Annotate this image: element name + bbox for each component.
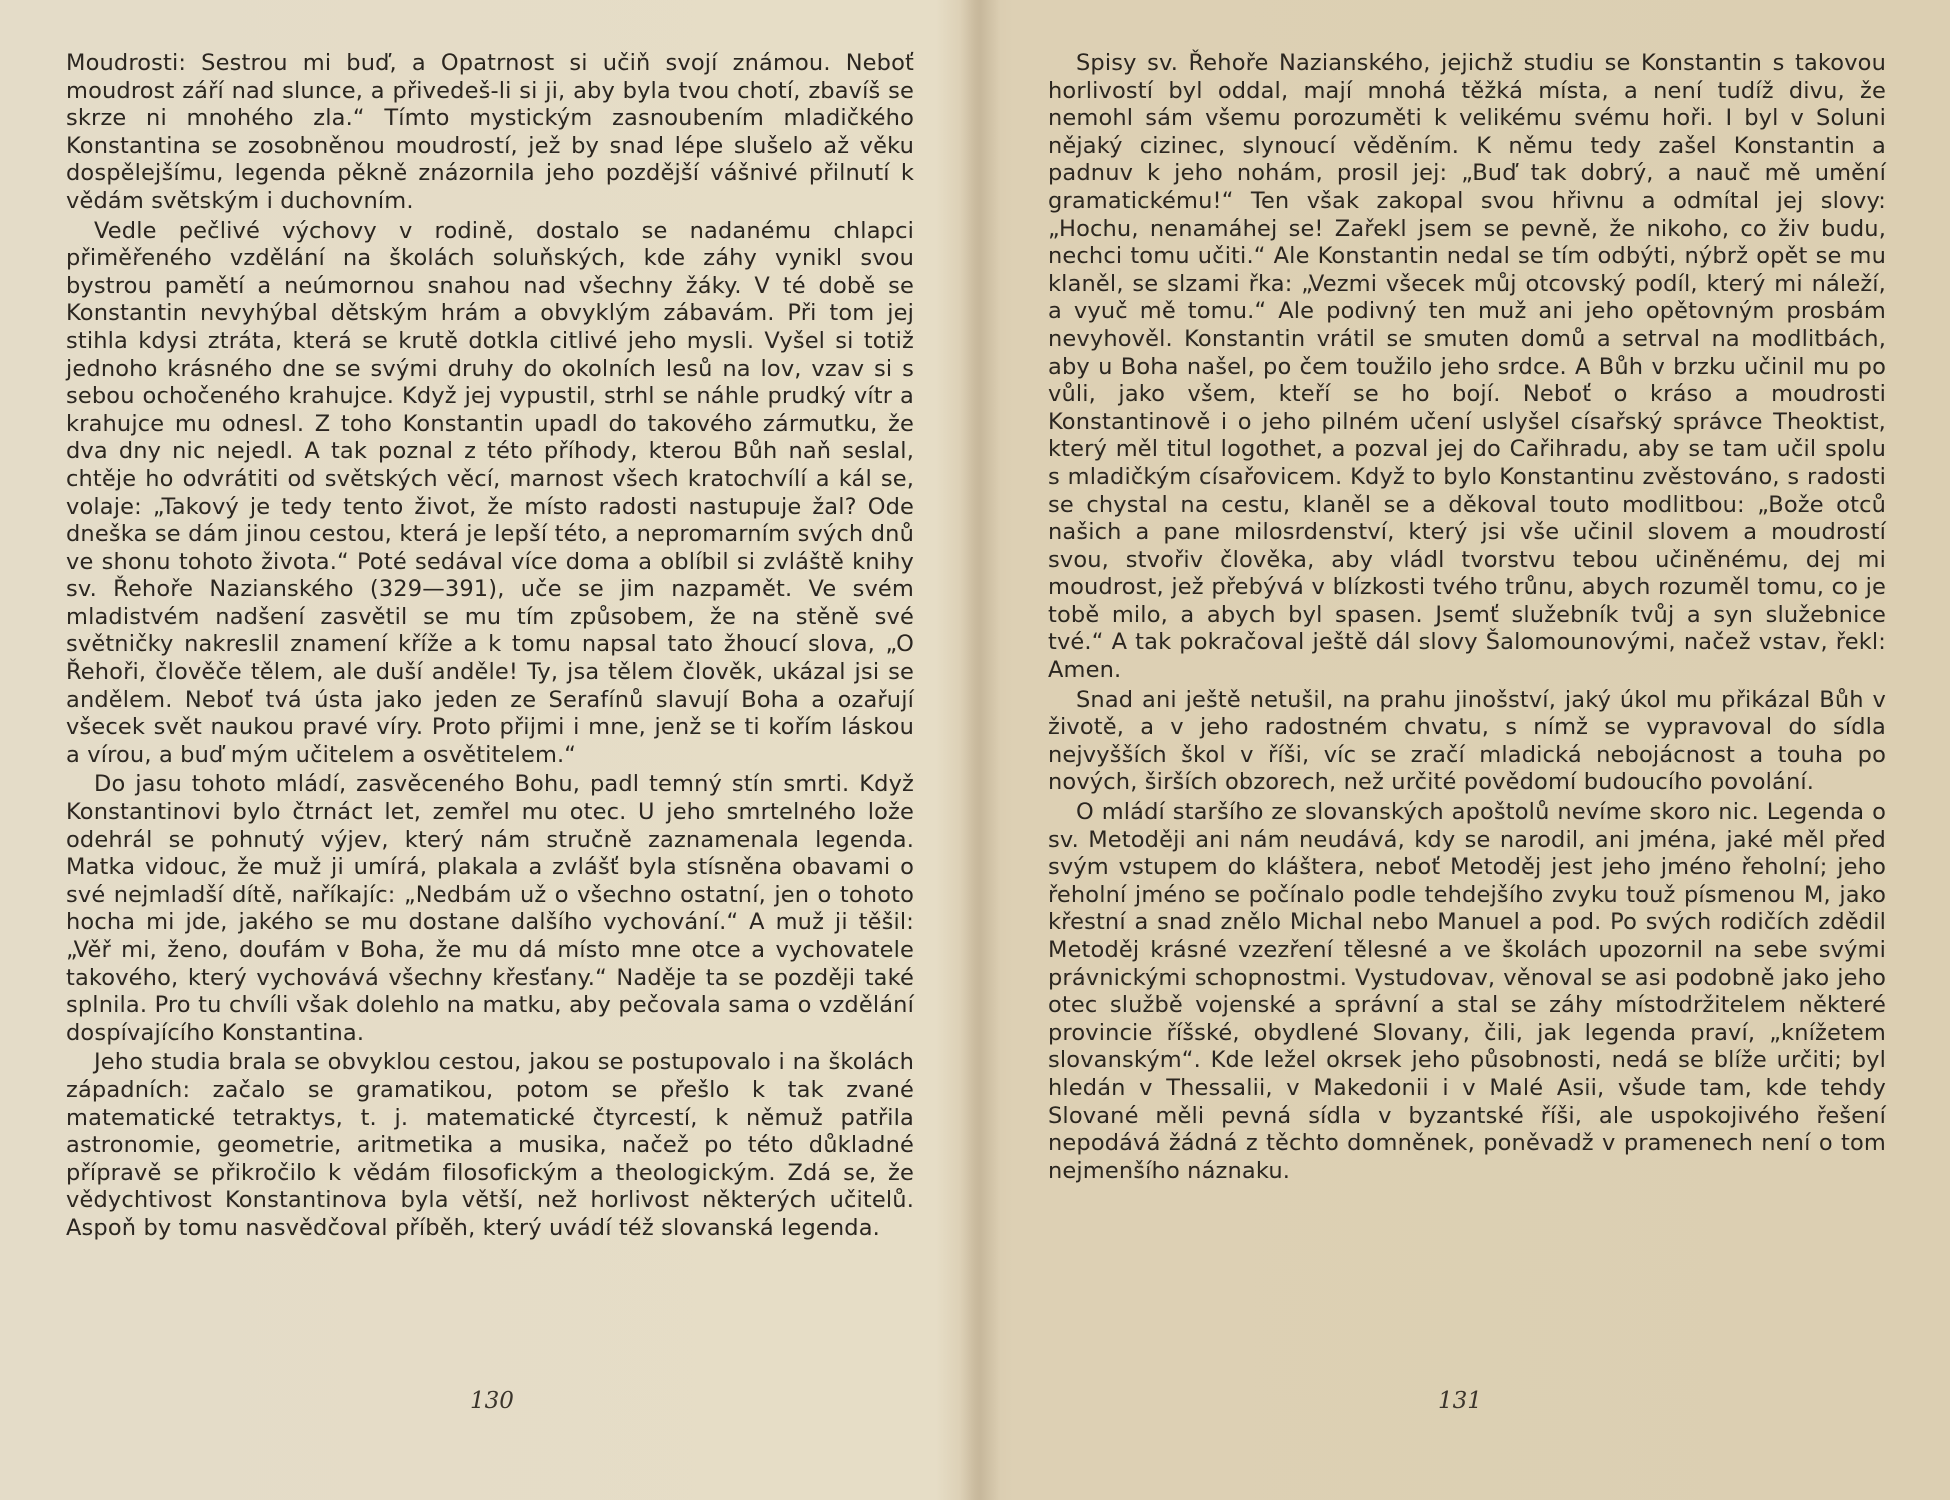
left-paragraph-3: Do jasu tohoto mládí, zasvěceného Bohu, padl temný stín smrti. Když Konstantinovi bylo čtrnáct let, zemřel mu otec. U jeho smrtelného lože odehrál se pohnutý výjev, který nám stručně zaznamenala legenda. Matka vidouc, že muž ji umírá, plakala a zvlášť byla stísněna obavami o své nejmladší dítě, naříkajíc: „Nedbám už o všechno ostatní, jen o tohoto hocha mi jde, jakého se mu dostane dalšího vychování.“ A muž ji těšil: „Věř mi, ženo, doufám v Boha, že mu dá místo mne otce a vychovatele takového, který vychovává všechny křesťany.“ Naděje ta se později také splnila. Pro tu chvíli však dolehlo na matku, aby pečovala sama o vzdělání dospívajícího Konstantina. <box>66 771 914 1046</box>
right-page <box>1048 50 1886 1187</box>
right-paragraph-2: Snad ani ještě netušil, na prahu jinošství, jaký úkol mu přikázal Bůh v životě, a v jeho radostném chvatu, s nímž se vypravoval do sídla nejvyšších škol v říši, víc se zračí mladická nebojácnost a touha po nových, širších obzorech, než určité povědomí budoucího povolání. <box>1048 686 1886 796</box>
left-paragraph-1: Moudrosti: Sestrou mi buď, a Opatrnost si učiň svojí známou. Neboť moudrost září nad slunce, a přivedeš-li si ji, aby byla tvou chotí, zbavíš se skrze ni mnohého zla.“ Tímto mystickým zasnoubením mladičkého Konstantina se zosobněnou moudrostí, jež by snad lépe slušelo až věku dospělejšímu, legenda pěkně znázornila jeho pozdější vášnivé přilnutí k vědám světským i duchovním. <box>66 50 914 214</box>
left-page <box>66 50 914 1245</box>
book-gutter <box>960 0 1000 1500</box>
right-paragraph-3: O mládí staršího ze slovanských apoštolů nevíme skoro nic. Legenda o sv. Metoději ani nám neudává, kdy se narodil, ani jména, jaké měl před svým vstupem do kláštera, neboť Metoděj jest jeho jméno řeholní; jeho řeholní jméno se počínalo podle tehdejšího zvyku touž písmenou M, jako křestní a snad znělo Michal nebo Manuel a pod. Po svých rodičích zdědil Metoděj krásné vzezření tělesné a ve školách upozornil na sebe svými právnickými schopnostmi. Vystudovav, věnoval se asi podobně jako jeho otec službě vojenské a správní a stal se záhy místodržitelem některé provincie říšské, obydlené Slovany, čili, jak legenda praví, „knížetem slovanským“. Kde ležel okrsek jeho působnosti, nedá se blíže určiti; byl hledán v Thessalii, v Makedonii i v Malé Asii, všude tam, kde tehdy Slované měli pevná sídla v byzantské říši, ale uspokojivého řešení nepodává žádná z těchto domněnek, poněvadž v pramenech není o tom nejmenšího náznaku. <box>1048 799 1886 1184</box>
left-paragraph-2: Vedle pečlivé výchovy v rodině, dostalo se nadanému chlapci přiměřeného vzdělání na školách soluňských, kde záhy vynikl svou bystrou pamětí a neúmornou snahou nad všechny žáky. V té době se Konstantin nevyhýbal dětským hrám a obvyklým zábavám. Při tom jej stihla kdysi ztráta, která se krutě dotkla citlivé jeho mysli. Vyšel si totiž jednoho krásného dne se svými druhy do okolních lesů na lov, vzav si s sebou ochočeného krahujce. Když jej vypustil, strhl se náhle prudký vítr a krahujce mu odnesl. Z toho Konstantin upadl do takového zármutku, že dva dny nic nejedl. A tak poznal z této příhody, kterou Bůh naň seslal, chtěje ho odvrátiti od světských věcí, marnost všech kratochvílí a kál se, volaje: „Takový je tedy tento život, že místo radosti nastupuje žal? Ode dneška se dám jinou cestou, která je lepší této, a nepromarním svých dnů ve shonu tohoto života.“ Poté sedával více doma a oblíbil si zvláště knihy sv. Řehoře Nazianského (329—391), uče se jim nazpamět. Ve svém mladistvém nadšení zasvětil se mu tím způsobem, že na stěně své světničky nakreslil znamení kříže a k tomu napsal tato žhoucí slova, „O Řehoři, člověče tělem, ale duší anděle! Ty, jsa tělem člověk, ukázal jsi se andělem. Neboť tvá ústa jako jeden ze Serafínů slavují Boha a ozařují všecek svět naukou pravé víry. Proto přijmi i mne, jenž se ti kořím láskou a vírou, a buď mým učitelem a osvětitelem.“ <box>66 217 914 768</box>
left-page-number: 130 <box>470 1388 514 1414</box>
right-paragraph-1: Spisy sv. Řehoře Nazianského, jejichž studiu se Konstantin s takovou horlivostí byl oddal, mají mnohá těžká místa, a není tudíž divu, že nemohl sám všemu porozuměti k velikému svému hoři. I byl v Soluni nějaký cizinec, slynoucí věděním. K němu tedy zašel Konstantin a padnuv k jeho nohám, prosil jej: „Buď tak dobrý, a nauč mě umění gramatickému!“ Ten však zakopal svou hřivnu a odmítal jej slovy: „Hochu, nenamáhej se! Zařekl jsem se pevně, že nikoho, co živ budu, nechci tomu učiti.“ Ale Konstantin nedal se tím odbýti, nýbrž opět se mu klaněl, se slzami řka: „Vezmi všecek můj otcovský podíl, který mi náleží, a vyuč mě tomu.“ Ale podivný ten muž ani jeho opětovným prosbám nevyhověl. Konstantin vrátil se smuten domů a setrval na modlitbách, aby u Boha našel, po čem toužilo jeho srdce. A Bůh v brzku učinil mu po vůli, jako všem, kteří se ho bojí. Neboť o krásо a moudrosti Konstantinově i o jeho pilném učení uslyšel císařský správce Theoktist, který měl titul logothet, a pozval jej do Cařihradu, aby se tam učil spolu s mladičkým císařovicem. Když to bylo Konstantinu zvěstováno, s radosti se chystal na cestu, klaněl se a děkoval touto modlitbou: „Bože otců našich a pane milosrdenství, který jsi vše učinil slovem a moudrostí svou, stvořiv člověka, aby vládl tvorstvu tebou učiněnému, dej mi moudrost, jež přebývá v blízkosti tvého trůnu, abych rozuměl tomu, co je tobě milo, a abych byl spasen. Jsemť služebník tvůj a syn služebnice tvé.“ A tak pokračoval ještě dál slovy Šalomounovými, načež vstav, řekl: Amen. <box>1048 50 1886 684</box>
left-paragraph-4: Jeho studia brala se obvyklou cestou, jakou se postupovalo i na školách západních: začalo se gramatikou, potom se přešlo k tak zvané matematické tetraktys, t. j. matematické čtyrcestí, k němuž patřila astronomie, geometrie, aritmetika a musika, načež po této důkladné přípravě se přikročilo k vědám filosofickým a theologickým. Zdá se, že vědychtivost Konstantinova byla větší, než horlivost některých učitelů. Aspoň by tomu nasvědčoval příběh, který uvádí též slovanská legenda. <box>66 1049 914 1241</box>
right-page-number: 131 <box>1438 1388 1482 1414</box>
